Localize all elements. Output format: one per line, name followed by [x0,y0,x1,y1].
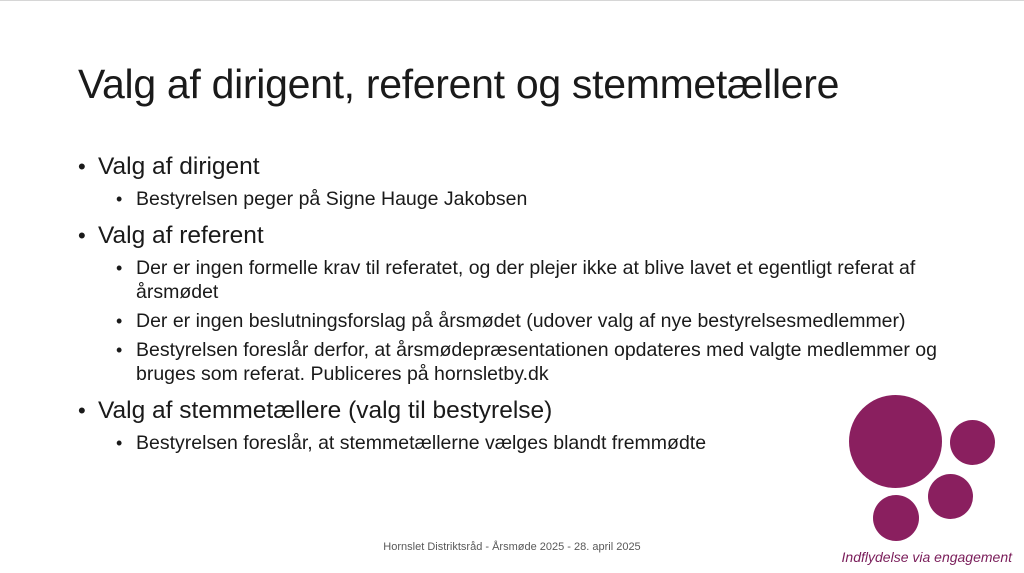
logo-circle-small [928,474,973,519]
sub-bullet-group [78,256,958,386]
bullet-level2 [78,338,958,386]
bullet-text: Valg af referent [98,222,264,249]
sub-bullet-text: Bestyrelsen foreslår derfor, at årsmødepræsentationen opdateres med valgte medlemmer og bruges som referat. Publiceres på hornsletby.dk [136,339,937,385]
bullet-dot-icon: • [116,189,123,209]
sub-bullet-group [78,187,958,211]
slide-footer: Hornslet Distriktsråd - Årsmøde 2025 - 28. april 2025 [383,541,641,553]
logo-circle-small [873,495,919,541]
sub-bullet-text: Der er ingen formelle krav til referatet, og der plejer ikke at blive lavet et egentligt referat af årsmødet [136,257,916,303]
bullet-level2 [78,187,958,211]
top-border [0,0,1024,1]
tagline: Indflydelse via engagement [841,549,1012,565]
bullet-text: Valg af stemmetællere (valg til bestyrelse) [98,397,553,424]
bullet-level1 [78,150,958,183]
bullet-dot-icon: • [78,154,86,179]
bullet-level2 [78,309,958,333]
bullet-dot-icon: • [78,398,86,423]
slide-title: Valg af dirigent, referent og stemmetællere [78,61,840,107]
bullet-level1 [78,219,958,252]
bullet-dot-icon: • [116,340,123,360]
sub-bullet-group [78,431,958,455]
bullet-level2 [78,431,958,455]
bullet-level1 [78,394,958,427]
sub-bullet-text: Der er ingen beslutningsforslag på årsmødet (udover valg af nye bestyrelsesmedlemmer) [136,310,906,332]
bullet-dot-icon: • [116,433,123,453]
sub-bullet-text: Bestyrelsen peger på Signe Hauge Jakobsen [136,188,528,210]
bullet-text: Valg af dirigent [98,153,260,180]
bullet-dot-icon: • [116,311,123,331]
slide-content [78,150,958,463]
logo-circle-large [849,395,942,488]
bullet-level2 [78,256,958,304]
bullet-dot-icon: • [78,223,86,248]
bullet-dot-icon: • [116,258,123,278]
sub-bullet-text: Bestyrelsen foreslår, at stemmetællerne vælges blandt fremmødte [136,432,707,454]
logo-circle-small [950,420,995,465]
